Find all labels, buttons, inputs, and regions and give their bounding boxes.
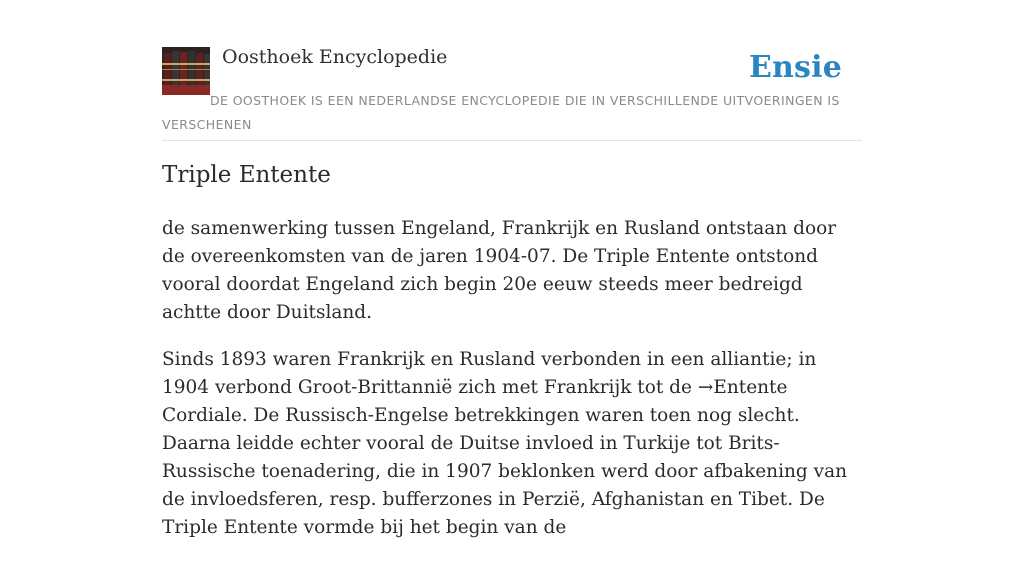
source-description: DE OOSTHOEK IS EEN NEDERLANDSE ENCYCLOPEDIE DIE IN VERSCHILLENDE UITVOERINGEN IS VERSCHENEN [162, 93, 840, 132]
article-body [162, 215, 862, 561]
article-paragraph: de samenwerking tussen Engeland, Frankrijk en Rusland ontstaan door de overeenkomsten van de jaren 1904-07. De Triple Entente ontstond vooral doordat Engeland zich begin 20e eeuw steeds meer bedreigd achtte door Duitsland. [162, 218, 837, 323]
article-title: Triple Entente [162, 162, 331, 188]
paragraph-text: Sinds 1893 waren Frankrijk en Rusland verbonden in een alliantie; in 1904 verbond Groot-Brittannië zich met Frankrijk tot de [162, 349, 817, 398]
ensie-logo[interactable]: Ensie [748, 50, 842, 85]
entente-cordiale-link[interactable]: →Entente Cordiale [162, 377, 788, 426]
paragraph-text: . De Russisch-Engelse betrekkingen waren toen nog slecht. Daarna leidde echter vooral de Duitse invloed in Turkije tot Brits-Russische toenadering, die in 1907 beklonken werd door afbakening van de invloedsferen, resp. bufferzones in Perzië, Afghanistan en Tibet. De Triple Entente vormde bij het begin van de [162, 405, 848, 538]
source-header [162, 0, 862, 141]
article-paragraph [162, 346, 862, 542]
source-avatar[interactable] [162, 47, 210, 95]
encyclopedia-books-icon [162, 47, 210, 95]
source-name[interactable]: Oosthoek Encyclopedie [222, 46, 448, 68]
article-page [162, 0, 862, 538]
